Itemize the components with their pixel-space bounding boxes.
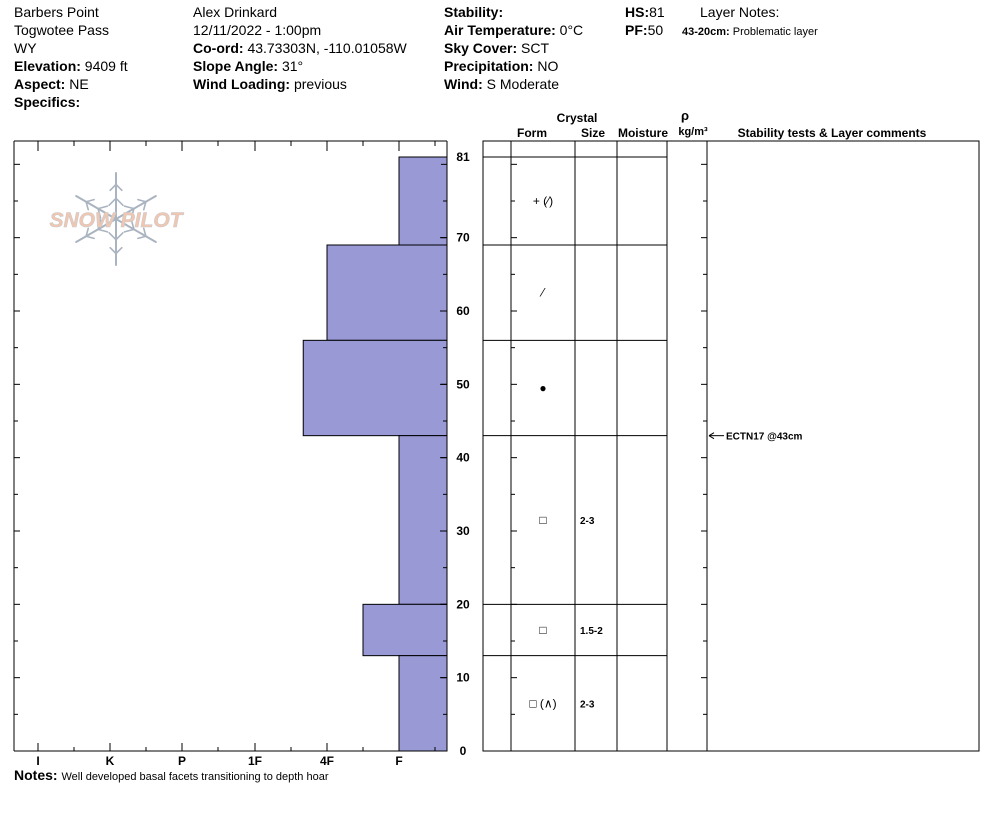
- stability-test-label: ECTN17 @43cm: [726, 431, 803, 443]
- coord-field: Co-ord: 43.73303N, -110.01058W: [193, 40, 407, 56]
- crystal-header: Crystal: [556, 111, 598, 125]
- grain-size-value: 2-3: [580, 699, 595, 711]
- depth-tick-label: 81: [456, 150, 470, 164]
- hardness-bar: [399, 157, 447, 245]
- precipitation-field: Precipitation: NO: [444, 58, 559, 74]
- snowflake-branch: [86, 200, 94, 202]
- depth-tick-label: 30: [456, 524, 470, 538]
- hardness-tick-label: I: [36, 754, 40, 768]
- depth-tick-label: 10: [456, 670, 470, 685]
- comments-header: Stability tests & Layer comments: [737, 126, 927, 140]
- depth-tick-label: 20: [456, 597, 470, 612]
- area-name: Togwotee Pass: [14, 22, 109, 38]
- form-header: Form: [517, 126, 547, 140]
- hardness-tick-label: P: [177, 754, 187, 768]
- depth-tick-label: 70: [456, 230, 470, 245]
- hardness-bar: [399, 436, 447, 605]
- hs-field: HS:81: [625, 4, 665, 20]
- layer-note-entry: 43-20cm: Problematic layer: [682, 26, 818, 38]
- pf-field: PF:50: [625, 22, 664, 38]
- density-rho-header: ρ: [680, 108, 690, 123]
- wind-field: Wind: S Moderate: [444, 76, 560, 92]
- hardness-tick-label: K: [105, 754, 115, 768]
- size-header: Size: [580, 126, 606, 140]
- grain-form-symbol: ⁄: [541, 285, 545, 300]
- snowflake-branch: [86, 236, 94, 238]
- snowflake-branch: [109, 233, 116, 240]
- observer-name: Alex Drinkard: [193, 4, 278, 20]
- hardness-tick-label: F: [395, 754, 403, 768]
- sky-cover-field: Sky Cover: SCT: [444, 40, 550, 56]
- observation-datetime: 12/11/2022 - 1:00pm: [193, 22, 322, 38]
- snowflake-branch: [138, 200, 146, 202]
- grain-form-symbol: □ (∧): [529, 696, 557, 711]
- air-temperature-field: Air Temperature: 0°C: [444, 22, 584, 38]
- hardness-bar: [399, 656, 447, 751]
- stability-field: Stability:: [444, 4, 504, 20]
- elevation-field: Elevation: 9409 ft: [14, 58, 128, 74]
- notes-field: Notes: Well developed basal facets transitioning to depth hoar: [14, 767, 329, 783]
- specifics-field: Specifics:: [14, 94, 81, 110]
- aspect-field: Aspect: NE: [14, 76, 89, 92]
- grain-size-value: 1.5-2: [580, 626, 603, 637]
- density-unit-header: kg/m³: [678, 126, 708, 138]
- grain-form-symbol: □: [539, 513, 547, 527]
- snowpilot-logo: [50, 173, 185, 265]
- depth-tick-label: 50: [456, 377, 470, 392]
- snowflake-branch: [138, 236, 146, 238]
- hardness-bar: [303, 340, 447, 435]
- slope-angle-field: Slope Angle: 31°: [193, 58, 304, 74]
- logo-text: SNOW PILOT: [49, 209, 183, 232]
- hardness-bar: [363, 604, 447, 655]
- snowflake-branch: [109, 198, 116, 205]
- grain-form-symbol: ●: [539, 381, 547, 395]
- location-name: Barbers Point: [14, 4, 99, 20]
- snowflake-branch: [116, 198, 123, 205]
- state-name: WY: [14, 40, 37, 56]
- grain-form-symbol: □: [539, 623, 547, 637]
- snowflake-branch: [116, 233, 123, 240]
- grain-form-symbol: + (⁄): [532, 194, 554, 208]
- moisture-header: Moisture: [617, 126, 669, 140]
- hardness-bar: [327, 245, 447, 340]
- depth-tick-label: 60: [456, 304, 470, 318]
- layer-notes-label: Layer Notes:: [700, 4, 780, 20]
- grain-size-value: 2-3: [580, 516, 595, 527]
- hardness-tick-label: 1F: [247, 754, 263, 768]
- layer-table-frame: [483, 141, 979, 751]
- depth-tick-label: 0: [459, 744, 467, 758]
- depth-tick-label: 40: [456, 450, 470, 465]
- wind-loading-field: Wind Loading: previous: [193, 76, 347, 92]
- hardness-tick-label: 4F: [319, 754, 335, 768]
